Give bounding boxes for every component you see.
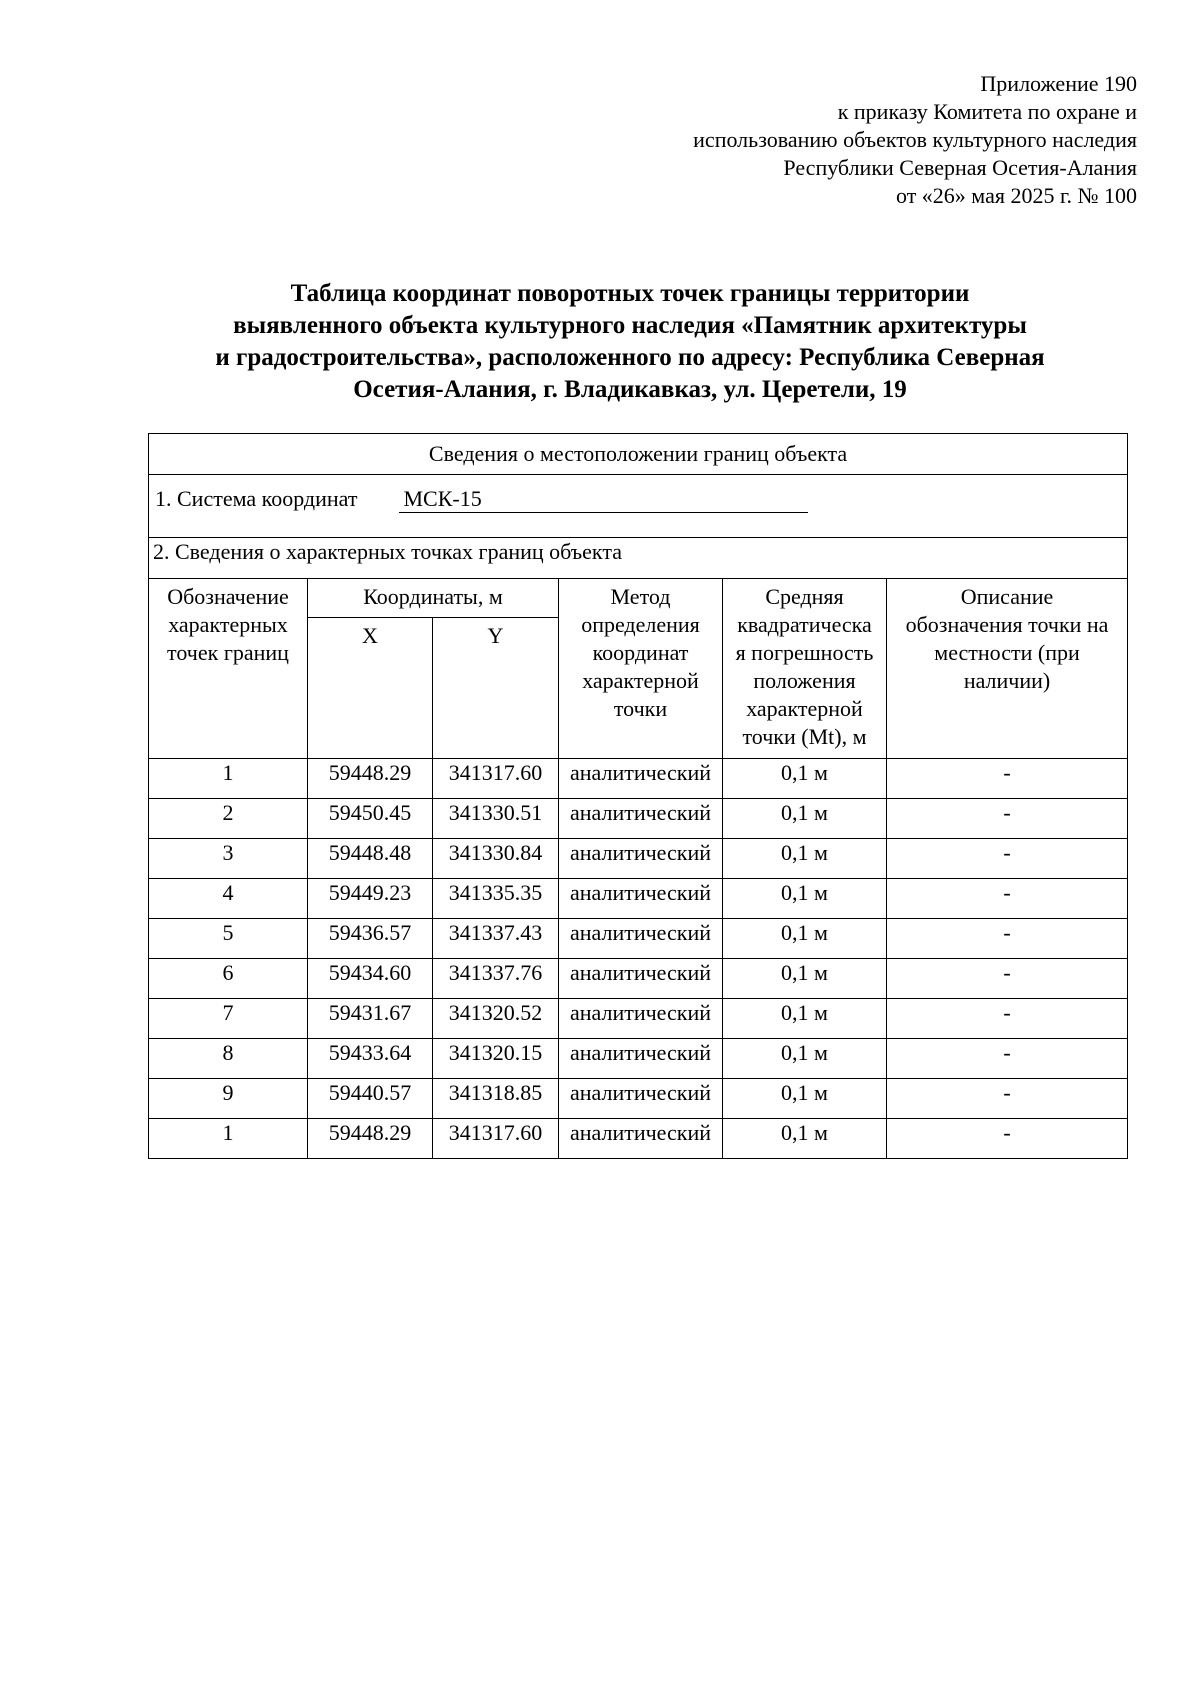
table-row (149, 759, 1128, 799)
mean-error-cell: 0,1 м (723, 1079, 887, 1119)
title-line: Осетия-Алания, г. Владикавказ, ул. Церетели, 19 (353, 376, 907, 403)
header-text: определения (581, 612, 700, 637)
table-row (149, 879, 1128, 919)
point-number-cell: 1 (149, 1119, 308, 1159)
coord-y-cell: 341330.51 (433, 799, 559, 839)
coord-y-cell: 341320.15 (433, 1039, 559, 1079)
description-cell: - (887, 759, 1128, 799)
coord-x-cell: 59448.29 (308, 759, 433, 799)
coord-y-cell: 341318.85 (433, 1079, 559, 1119)
method-cell: аналитический (559, 759, 723, 799)
mean-error-cell: 0,1 м (723, 799, 887, 839)
coord-x-cell: 59433.64 (308, 1039, 433, 1079)
mean-error-cell: 0,1 м (723, 959, 887, 999)
method-cell: аналитический (559, 1039, 723, 1079)
header-text: обозначения точки на (905, 612, 1109, 637)
method-cell: аналитический (559, 919, 723, 959)
method-cell: аналитический (559, 1119, 723, 1159)
appendix-date-line: от «26» мая 2025 г. № 100 (895, 183, 1137, 208)
coord-x-cell: 59434.60 (308, 959, 433, 999)
col-y-header: Y (433, 618, 559, 759)
coord-y-cell: 341320.52 (433, 999, 559, 1039)
appendix-line: к приказу Комитета по охране и (837, 99, 1137, 124)
point-number-cell: 8 (149, 1039, 308, 1079)
header-text: квадратическа (737, 612, 872, 637)
header-text: точек границ (167, 640, 289, 665)
title-line: выявленного объекта культурного наследия «Памятник архитектуры (233, 312, 1027, 339)
table-row (149, 919, 1128, 959)
col-method-header (559, 579, 723, 759)
header-text: местности (при (934, 640, 1080, 665)
point-number-cell: 3 (149, 839, 308, 879)
table-row (149, 1079, 1128, 1119)
coord-y-cell: 341337.76 (433, 959, 559, 999)
table-row (149, 839, 1128, 879)
coord-y-cell: 341317.60 (433, 1119, 559, 1159)
description-cell: - (887, 1079, 1128, 1119)
appendix-line: Республики Северная Осетия-Алания (783, 155, 1137, 180)
point-number-cell: 9 (149, 1079, 308, 1119)
mean-error-cell: 0,1 м (723, 999, 887, 1039)
point-number-cell: 4 (149, 879, 308, 919)
coord-x-cell: 59448.29 (308, 1119, 433, 1159)
header-text: Описание (960, 584, 1054, 609)
header-text: координат (592, 640, 689, 665)
coord-x-cell: 59440.57 (308, 1079, 433, 1119)
table-body (149, 759, 1128, 1159)
header-text: характерной (746, 696, 863, 721)
point-number-cell: 7 (149, 999, 308, 1039)
point-number-cell: 6 (149, 959, 308, 999)
coordinates-table (148, 433, 1128, 1159)
title-line: и градостроительства», расположенного по адресу: Республика Северная (215, 344, 1045, 371)
header-text: положения (753, 668, 856, 693)
point-number-cell: 1 (149, 759, 308, 799)
description-cell: - (887, 799, 1128, 839)
mean-error-cell: 0,1 м (723, 839, 887, 879)
mean-error-cell: 0,1 м (723, 1119, 887, 1159)
appendix-line: Приложение 190 (980, 71, 1137, 96)
mean-error-cell: 0,1 м (723, 759, 887, 799)
table-row (149, 1119, 1128, 1159)
header-text: точки (Mt), м (742, 724, 867, 749)
mean-error-cell: 0,1 м (723, 879, 887, 919)
coord-x-cell: 59450.45 (308, 799, 433, 839)
point-number-cell: 5 (149, 919, 308, 959)
col-x-header: X (308, 618, 433, 759)
header-text: точки (613, 696, 668, 721)
coord-y-cell: 341337.43 (433, 919, 559, 959)
coordinate-system-label: 1. Система координат (155, 486, 358, 511)
mean-error-cell: 0,1 м (723, 919, 887, 959)
points-header: 2. Сведения о характерных точках границ объекта (149, 538, 1128, 579)
table-row (149, 959, 1128, 999)
method-cell: аналитический (559, 1079, 723, 1119)
table-row (149, 799, 1128, 839)
appendix-header (537, 70, 1137, 210)
coord-y-cell: 341330.84 (433, 839, 559, 879)
description-cell: - (887, 919, 1128, 959)
header-text: характерных (168, 612, 288, 637)
appendix-line: использованию объектов культурного наследия (693, 127, 1137, 152)
description-cell: - (887, 879, 1128, 919)
header-text: наличии) (963, 668, 1051, 693)
method-cell: аналитический (559, 879, 723, 919)
table-row (149, 999, 1128, 1039)
col-coords-header: Координаты, м (308, 579, 559, 618)
header-text: Средняя (765, 584, 844, 609)
coordinate-system-value: МСК-15 (399, 486, 808, 513)
header-text: характерной (582, 668, 699, 693)
description-cell: - (887, 1039, 1128, 1079)
col-description-header (887, 579, 1128, 759)
method-cell: аналитический (559, 839, 723, 879)
coord-x-cell: 59448.48 (308, 839, 433, 879)
description-cell: - (887, 839, 1128, 879)
header-text: я погрешность (735, 640, 874, 665)
title-line: Таблица координат поворотных точек границы территории (290, 280, 970, 307)
method-cell: аналитический (559, 999, 723, 1039)
method-cell: аналитический (559, 959, 723, 999)
description-cell: - (887, 1119, 1128, 1159)
coordinate-system-row (149, 475, 1128, 538)
section-header: Сведения о местоположении границ объекта (149, 434, 1128, 475)
header-text: Метод (610, 584, 671, 609)
point-number-cell: 2 (149, 799, 308, 839)
table-row (149, 1039, 1128, 1079)
coord-x-cell: 59436.57 (308, 919, 433, 959)
description-cell: - (887, 959, 1128, 999)
method-cell: аналитический (559, 799, 723, 839)
col-error-header (723, 579, 887, 759)
coord-y-cell: 341335.35 (433, 879, 559, 919)
coord-y-cell: 341317.60 (433, 759, 559, 799)
coord-x-cell: 59431.67 (308, 999, 433, 1039)
description-cell: - (887, 999, 1128, 1039)
col-designation-header (149, 579, 308, 759)
coord-x-cell: 59449.23 (308, 879, 433, 919)
mean-error-cell: 0,1 м (723, 1039, 887, 1079)
header-text: Обозначение (167, 584, 289, 609)
document-title (140, 278, 1120, 406)
